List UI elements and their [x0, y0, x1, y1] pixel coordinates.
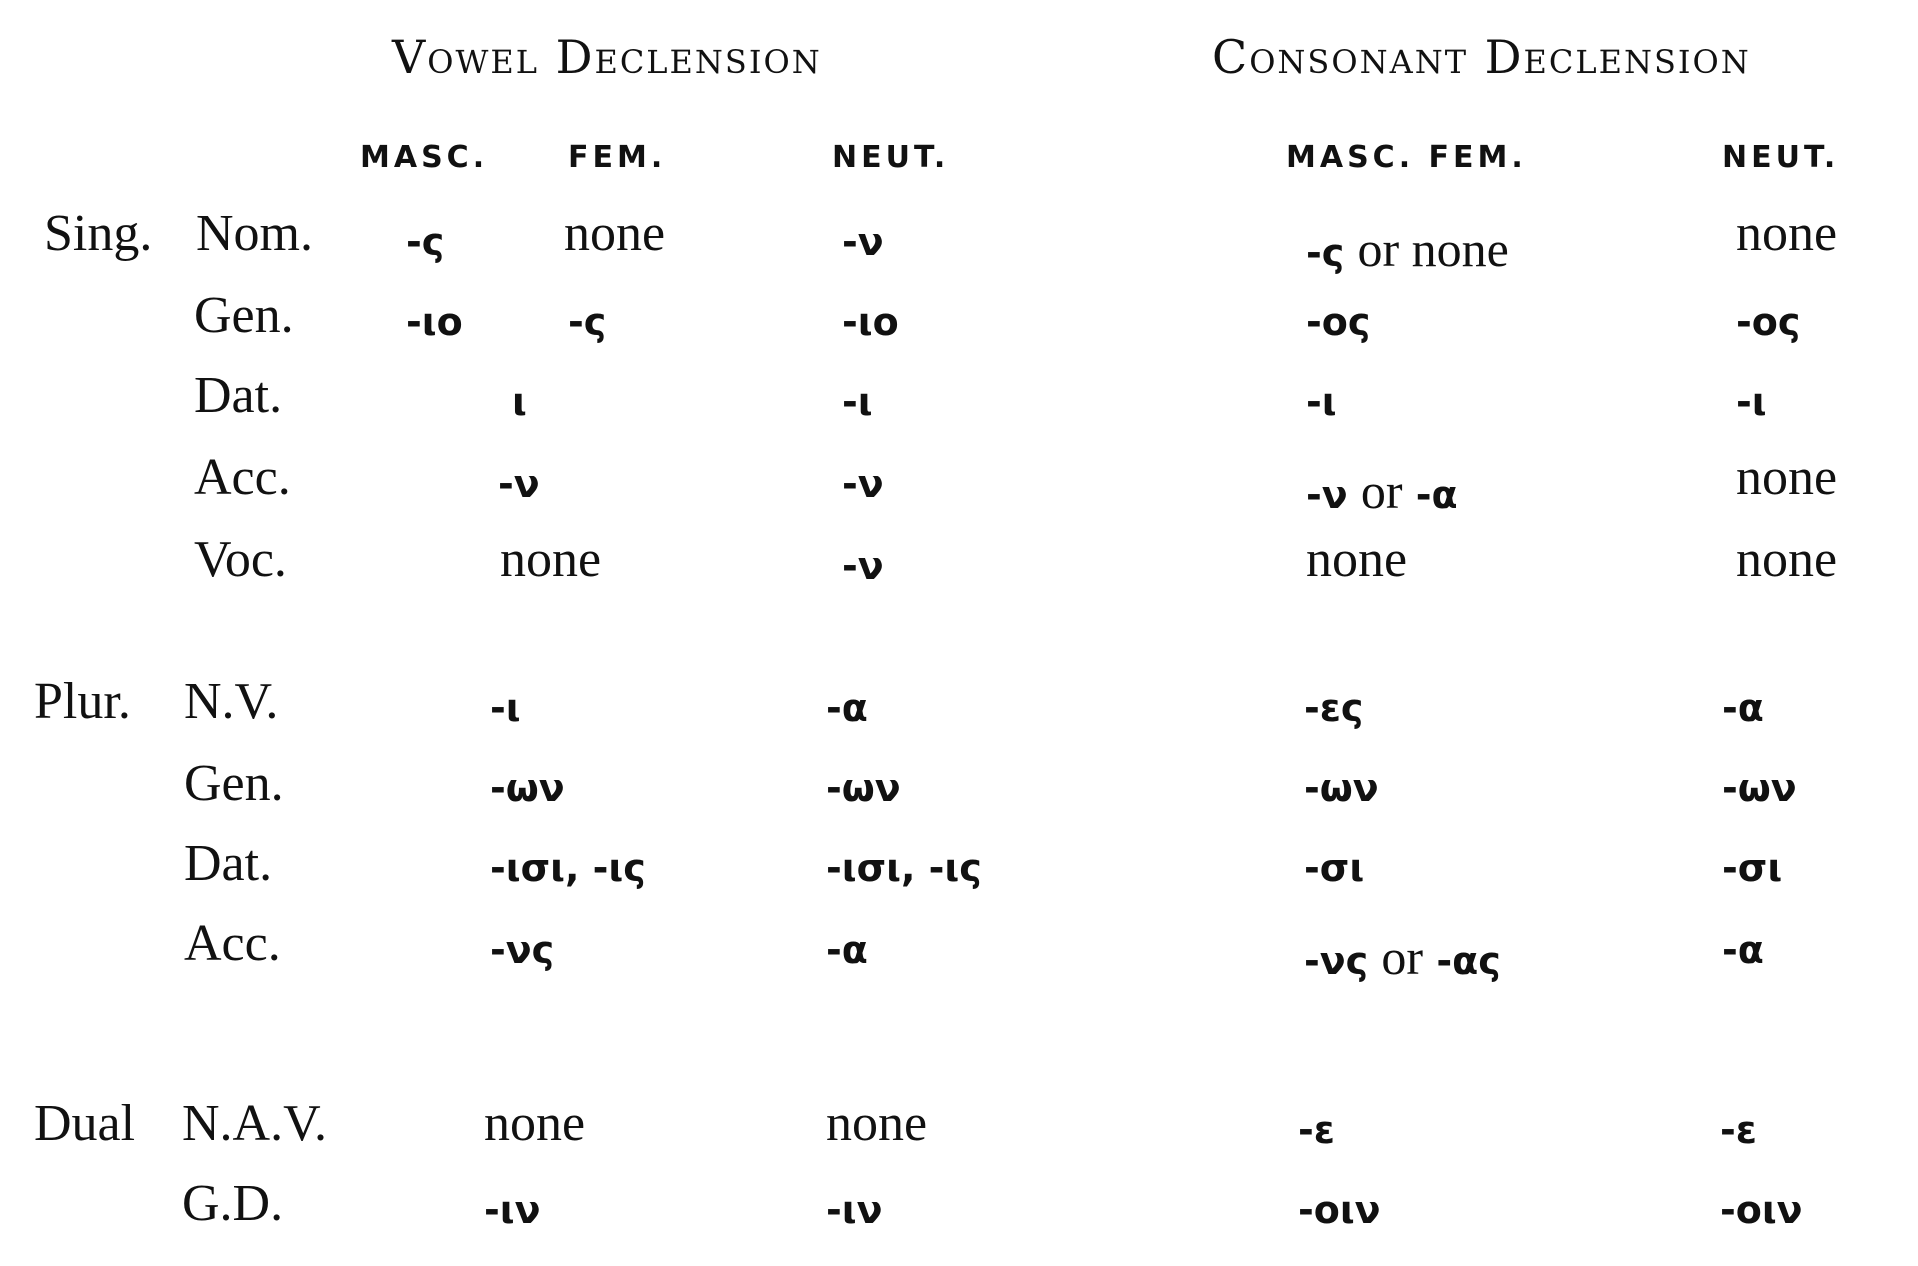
ending-cell: ι [512, 380, 527, 424]
consonant-neut-header: NEUT. [1722, 140, 1840, 175]
case-label-sing-dat: Dat. [194, 367, 283, 424]
ending-cell: -ισι, -ις [490, 846, 646, 890]
case-label-sing-voc: Voc. [194, 531, 287, 588]
ending-cell: -α [1722, 928, 1764, 972]
ending-cell: -οιν [1720, 1188, 1803, 1232]
ending-cell: -ι [490, 686, 521, 730]
case-label-plur-dat: Dat. [184, 835, 273, 892]
ending-cell: none [1736, 531, 1838, 588]
ending-cell: none [1306, 531, 1408, 588]
ending-cell: -ες [1304, 686, 1364, 730]
ending-cell: -ιο [842, 300, 899, 344]
ending-cell: -α [826, 928, 868, 972]
ending-part: or [1360, 463, 1403, 519]
ending-cell: -ς [406, 220, 445, 264]
ending-cell: -ιν [484, 1188, 541, 1232]
consonant-masc-fem-header: MASC. FEM. [1286, 140, 1527, 175]
ending-cell: -ι [1736, 380, 1767, 424]
ending-part: -ν [1306, 473, 1348, 517]
ending-cell: none [484, 1095, 586, 1152]
case-label-sing-gen: Gen. [194, 287, 294, 344]
ending-cell [1306, 462, 1458, 520]
vowel-masc-header: MASC. [360, 140, 489, 175]
case-label-sing-acc: Acc. [194, 449, 291, 506]
ending-cell: -σι [1304, 846, 1365, 890]
case-label-dual-nav: N.A.V. [182, 1095, 327, 1152]
ending-cell: -ς [568, 300, 607, 344]
ending-cell: -ος [1736, 300, 1801, 344]
number-label-plural: Plur. [34, 673, 131, 730]
case-label-plur-acc: Acc. [184, 915, 281, 972]
ending-cell: none [1736, 449, 1838, 506]
case-label-sing-nom: Nom. [196, 205, 313, 262]
ending-cell: -ι [1306, 380, 1337, 424]
vowel-fem-header: FEM. [568, 140, 667, 175]
ending-cell: -ν [842, 220, 884, 264]
ending-part: or [1381, 929, 1424, 985]
ending-cell: none [1736, 205, 1838, 262]
ending-cell: -ιο [406, 300, 463, 344]
ending-cell: -ων [1304, 766, 1379, 810]
ending-cell: -α [1722, 686, 1764, 730]
ending-cell: -ων [1722, 766, 1797, 810]
number-label-dual: Dual [34, 1095, 136, 1152]
ending-cell: -ν [498, 462, 540, 506]
ending-cell: -ε [1298, 1108, 1335, 1152]
ending-part: -α [1415, 473, 1458, 517]
ending-part: or none [1357, 221, 1509, 277]
ending-cell: none [564, 205, 666, 262]
ending-cell: -ι [842, 380, 873, 424]
ending-part: -νς [1304, 939, 1369, 983]
ending-cell: -ος [1306, 300, 1371, 344]
case-label-plur-gen: Gen. [184, 755, 284, 812]
ending-cell: -σι [1722, 846, 1783, 890]
case-label-plur-nv: N.V. [184, 673, 279, 730]
ending-cell: none [826, 1095, 928, 1152]
number-label-singular: Sing. [44, 205, 153, 262]
vowel-neut-header: NEUT. [832, 140, 950, 175]
ending-cell: -ισι, -ις [826, 846, 982, 890]
ending-cell: none [500, 531, 602, 588]
case-label-dual-gd: G.D. [182, 1175, 284, 1232]
ending-cell: -οιν [1298, 1188, 1381, 1232]
ending-cell [1306, 220, 1509, 278]
ending-cell: -ε [1720, 1108, 1757, 1152]
ending-cell: -ν [842, 544, 884, 588]
ending-cell [1304, 928, 1501, 986]
ending-cell: -ν [842, 462, 884, 506]
ending-cell: -ων [826, 766, 901, 810]
vowel-declension-heading: Vowel Declension [392, 30, 822, 84]
ending-part: -ς [1306, 231, 1345, 275]
ending-part: -ας [1436, 939, 1501, 983]
ending-cell: -ιν [826, 1188, 883, 1232]
ending-cell: -α [826, 686, 868, 730]
ending-cell: -νς [490, 928, 555, 972]
consonant-declension-heading: Consonant Declension [1212, 30, 1751, 84]
ending-cell: -ων [490, 766, 565, 810]
